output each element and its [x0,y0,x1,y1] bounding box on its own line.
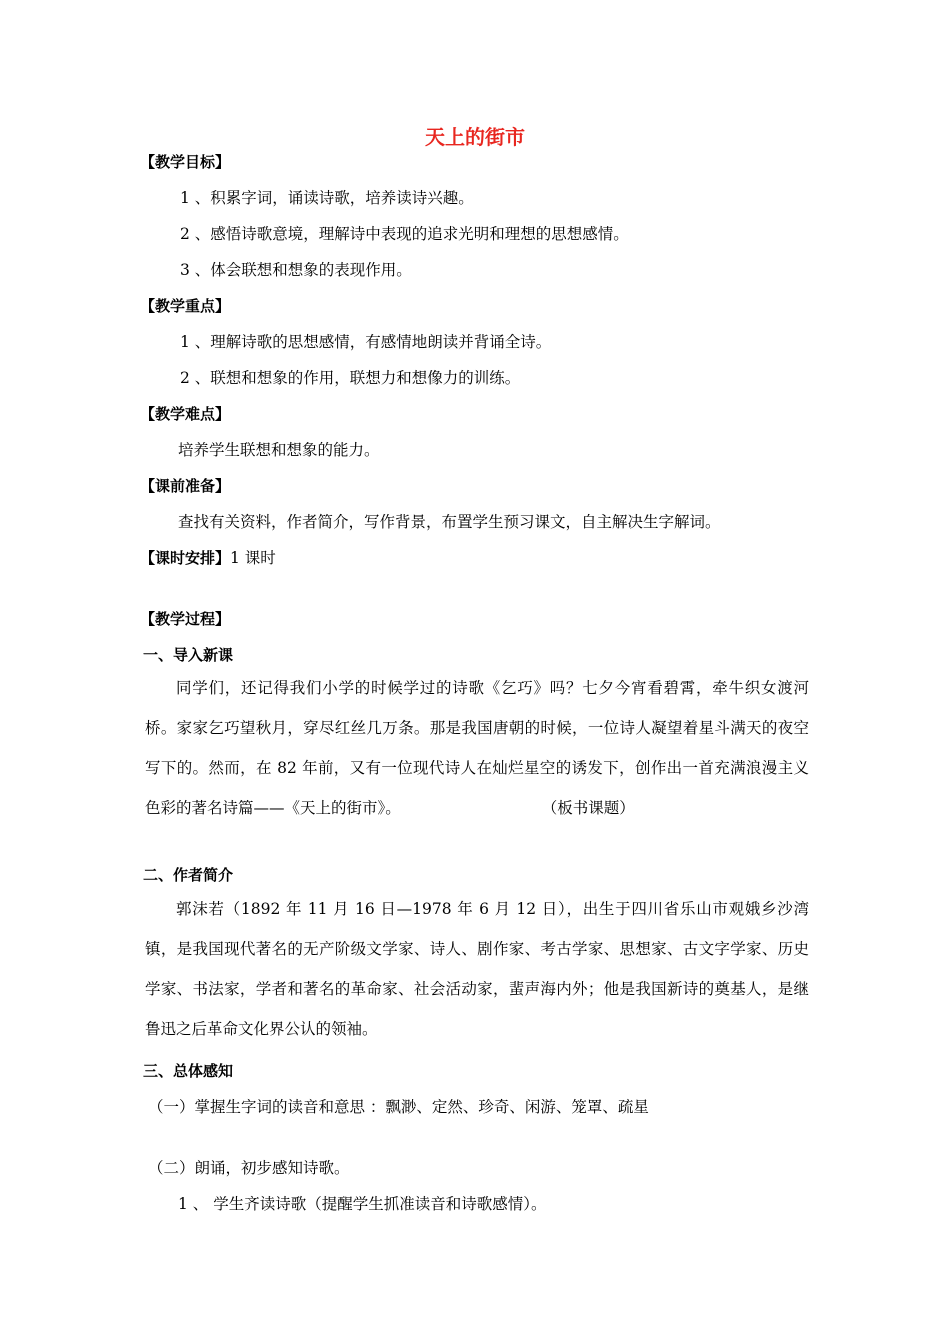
board-note: （板书课题） [541,799,635,817]
goal-item-1: 1 、积累字词，诵读诗歌，培养读诗兴趣。 [180,189,474,207]
goal-item-3: 3 、体会联想和想象的表现作用。 [180,261,412,279]
key-point-item-2: 2 、联想和想象的作用，联想力和想像力的训练。 [180,369,521,387]
overall-sub2: （二）朗诵，初步感知诗歌。 [148,1159,350,1177]
page-title: 天上的街市 [425,125,525,149]
author-paragraph: 郭沫若（1892 年 11 月 16 日—1978 年 6 月 12 日），出生于四川省乐山市观娥乡沙湾镇，是我国现代著名的无产阶级文学家、诗人、剧作家、考古学家、思想家、古文字学家、历史学家、书法家，学者和著名的革命家、社会活动家，蜚声海内外；他是我国新诗的奠基人，是继鲁迅之后革命文化界公认的领袖。 [145,900,809,1038]
intro-heading: 一、导入新课 [143,646,234,664]
goals-heading: 【教学目标】 [140,153,231,171]
process-heading: 【教学过程】 [140,610,231,628]
schedule-value: 1 课时 [230,549,276,567]
author-heading: 二、作者简介 [143,866,234,884]
overall-sub1: （一）掌握生字词的读音和意思 ：飘渺、定然、珍奇、闲游、笼罩、疏星 [148,1098,649,1116]
preparation-heading: 【课前准备】 [140,477,231,495]
difficulties-text: 培养学生联想和想象的能力。 [178,441,380,459]
key-point-item-1: 1 、理解诗歌的思想感情，有感情地朗读并背诵全诗。 [180,333,552,351]
difficulties-heading: 【教学难点】 [140,405,231,423]
intro-paragraph [145,668,809,828]
key-points-heading: 【教学重点】 [140,297,231,315]
overall-step1: 1 、 学生齐读诗歌（提醒学生抓准读音和诗歌感情）。 [178,1195,547,1213]
intro-text: 同学们，还记得我们小学的时候学过的诗歌《乞巧》吗？七夕今宵看碧霄，牵牛织女渡河桥。家家乞巧望秋月，穿尽红丝几万条。那是我国唐朝的时候，一位诗人凝望着星斗满天的夜空写下的。然而，在 82 年前，又有一位现代诗人在灿烂星空的诱发下，创作出一首充满浪漫主义色彩的著名诗篇——《天上的街市》。 [145,679,809,817]
overall-heading: 三、总体感知 [143,1062,234,1080]
schedule-line [140,548,276,568]
preparation-text: 查找有关资料，作者简介，写作背景，布置学生预习课文，自主解决生字解词。 [178,513,721,531]
schedule-heading: 【课时安排】 [140,549,231,567]
goal-item-2: 2 、感悟诗歌意境，理解诗中表现的追求光明和理想的思想感情。 [180,225,629,243]
